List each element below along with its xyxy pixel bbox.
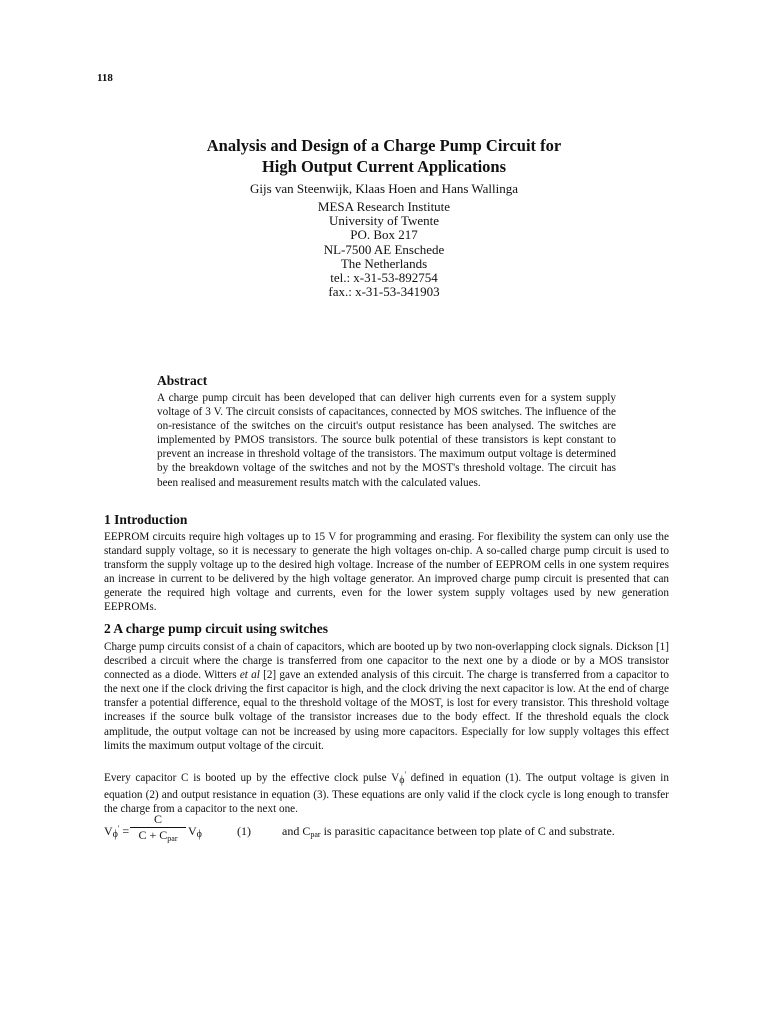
paper-title — [0, 135, 768, 177]
section-1-heading: 1 Introduction — [104, 512, 188, 527]
note-text: is parasitic capacitance between top plate of C and substrate. — [320, 824, 615, 838]
eq-den-c: C + C — [138, 828, 168, 842]
et-al-text: et al — [239, 669, 260, 682]
eq-equals: = — [122, 824, 130, 838]
authors: Gijs van Steenwijk, Klaas Hoen and Hans Wallinga — [249, 181, 519, 196]
para-text: Charge pump circuits consist of a chain of capacitors, which are booted up by two non-overlapping clock signals. Dickson [1] described a circuit where the charge is transferred from one capacitor to the next one by a diode or by a MOS transistor connected as a diode. Witters — [104, 641, 669, 682]
eq-denominator — [130, 828, 186, 843]
title-line-2: High Output Current Applications — [261, 157, 507, 176]
section-2-paragraph-1 — [104, 640, 669, 753]
eq-rhs-phi: ϕ — [196, 829, 202, 840]
para-text: defined in equation (1). The output voltage is given in equation (2) and output resistance in equation (3). These equations are only valid if the clock cycle is long enough to transfer the charge from a capacitor to the next one. — [104, 772, 669, 816]
title-line-1: Analysis and Design of a Charge Pump Circuit for — [206, 136, 562, 155]
page-number: 118 — [97, 72, 113, 84]
abstract-text: A charge pump circuit has been developed that can deliver high currents even for a system supply voltage of 3 V. The circuit consists of capacitances, connected by MOS switches. The influence of the on-resistance of the switches on the circuit's output resistance has been analysed. The switches are implemented by PMOS transistors. The source bulk potential of these transistors is kept constant to prevent an increase in threshold voltage of the transistors. The maximum output voltage is determined by the breakdown voltage of the switches and not by the MOST's threshold voltage. The circuit has been realised and measurement results match with the calculated values. — [157, 392, 616, 489]
abstract-heading: Abstract — [157, 373, 208, 388]
affiliation-line: tel.: x-31-53-892754 — [330, 269, 438, 285]
note-text: and C — [282, 824, 311, 838]
affiliation-line: The Netherlands — [340, 255, 428, 271]
equation-number: (1) — [237, 824, 251, 838]
affiliation-line: MESA Research Institute — [317, 199, 451, 214]
eq-phi: ϕ — [112, 829, 118, 840]
equation-fraction — [130, 812, 186, 843]
affiliation-line: NL-7500 AE Enschede — [323, 241, 445, 257]
prime-mark: ' — [404, 770, 406, 779]
equation-lhs — [104, 824, 129, 840]
phi-subscript: ϕ — [399, 775, 405, 786]
equation-note — [282, 824, 615, 839]
para-text: Every capacitor C is booted up by the effective clock pulse V — [104, 772, 400, 784]
eq-den-sub: par — [167, 834, 178, 843]
eq-numerator: C — [153, 812, 162, 826]
affiliation-line: PO. Box 217 — [350, 227, 418, 243]
affiliation-block — [0, 200, 768, 299]
eq-prime: ' — [117, 824, 120, 833]
eq-rhs-v: V — [188, 824, 197, 838]
equation-rhs — [188, 824, 202, 840]
section-2-heading: 2 A charge pump circuit using switches — [104, 621, 329, 636]
section-2-paragraph-2 — [104, 768, 669, 816]
para-text: [2] gave an extended analysis of this circuit. The charge is transferred from a capacitor to the next one if the clock driving the first capacitor is high, and the clock driving the next capacitor is low. At the end of charge transfer a potential difference, equal to the threshold voltage of the MOST, is lost for every transistor. This threshold voltage increases if the source bulk voltage of the transistor increases due to the body effect. If the threshold equals the clock amplitude, the output voltage can not be increased by using more capacitors. Especially for low supply voltages this effect limits the maximum output voltage of the circuit. — [104, 669, 669, 752]
section-1-text: EEPROM circuits require high voltages up to 15 V for programming and erasing. For flexibility the system can only use the standard supply voltage, so it is necessary to generate the high voltages on-chip. A so-called charge pump circuit is used to transform the supply voltage up to the desired high voltage. Increase of the number of EEPROM cells in one system requires an increase in current to be delivered by the high voltage generator. An improved charge pump circuit is presented that can generate the required high voltage and currents, even for the lower system supply voltages used by new generation EEPROMs. — [104, 531, 669, 614]
affiliation-line: fax.: x-31-53-341903 — [328, 284, 440, 300]
affiliation-line: University of Twente — [328, 213, 440, 229]
note-sub: par — [310, 830, 321, 839]
eq-v: V — [104, 824, 113, 838]
